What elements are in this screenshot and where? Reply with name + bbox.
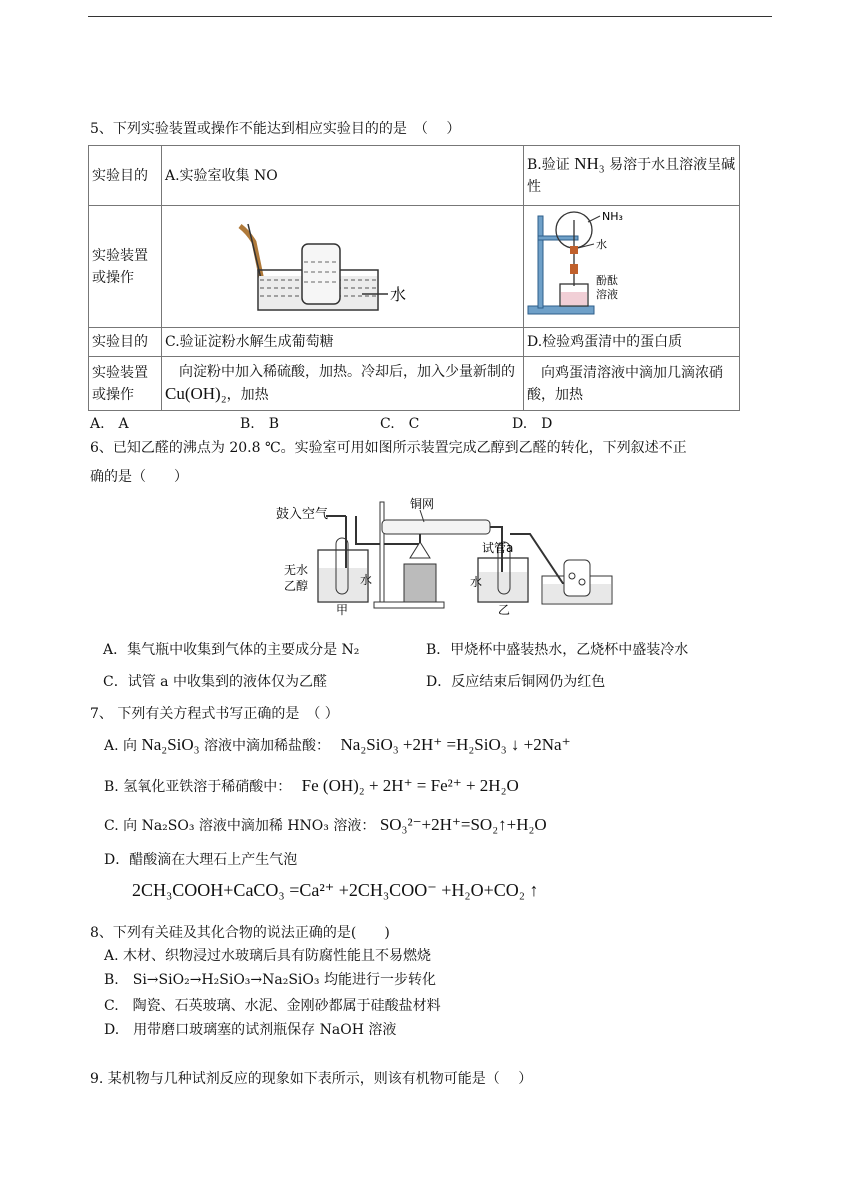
fig-yi-label: 乙 [498, 603, 511, 616]
q8-stem: 8、下列有关硅及其化合物的说法正确的是( ) [90, 925, 390, 941]
fig-tube-label: 试管a [482, 541, 514, 555]
q5-option-c[interactable]: C. C [380, 416, 420, 432]
q8-option-d[interactable]: D. 用带磨口玻璃塞的试剂瓶保存 NaOH 溶液 [104, 1022, 397, 1038]
q5-row-purpose-label: 实验目的 [89, 146, 162, 206]
q5-row-purpose-label-2: 实验目的 [89, 328, 162, 357]
header-rule [88, 16, 772, 17]
q6-option-d[interactable]: D．反应结束后铜网仍为红色 [426, 674, 606, 690]
q5-d-setup: 向鸡蛋清溶液中滴加几滴浓硝酸，加热 [524, 357, 740, 411]
q7-option-d[interactable]: D．醋酸滴在大理石上产生气泡 [104, 852, 298, 868]
q5-b-figure [524, 206, 740, 328]
q8-option-c[interactable]: C. 陶瓷、石英玻璃、水泥、金刚砂都属于硅酸盐材料 [104, 998, 441, 1014]
q5-option-b[interactable]: B. B [240, 416, 280, 432]
fountain-apparatus [524, 206, 734, 320]
fig-copper-label: 铜网 [410, 497, 435, 511]
q7-option-c[interactable]: C. 向 Na₂SO₃ 溶液中滴加稀 HNO₃ 溶液： SO₃²⁻+2H⁺=SO₂↑+H₂O [104, 815, 547, 834]
q5-d-purpose: D.检验鸡蛋清中的蛋白质 [524, 328, 740, 357]
no-collection-apparatus [162, 206, 517, 320]
q5-row-setup-label: 实验装置或操作 [89, 206, 162, 328]
q7-c-equation: SO₃²⁻+2H⁺=SO₂↑+H₂O [379, 815, 547, 834]
nh3-fig-label: NH₃ [602, 210, 623, 223]
fig-ethanol-label-2: 乙醇 [284, 579, 309, 593]
q8-option-b[interactable]: B. Si→SiO₂→H₂SiO₃→Na₂SiO₃ 均能进行一步转化 [104, 972, 436, 988]
q5-c-setup: 向淀粉中加入稀硫酸，加热。冷却后，加入少量新制的 Cu(OH)₂，加热 [162, 357, 524, 411]
b-water-label: 水 [596, 238, 607, 251]
water-label: 水 [390, 285, 407, 304]
q5-option-a[interactable]: A. A [90, 416, 129, 432]
q7-b-equation: Fe (OH)₂ + 2H⁺ = Fe²⁺ + 2H₂O [301, 776, 519, 795]
phenolphthalein-label-1: 酚酞 [596, 274, 618, 287]
fig-air-label: 鼓入空气 [276, 507, 329, 522]
q8-option-a[interactable]: A. 木材、织物浸过水玻璃后具有防腐性能且不易燃烧 [104, 948, 432, 964]
q6-stem-line2: 确的是（ ） [90, 469, 188, 485]
q5-option-d[interactable]: D. D [512, 416, 553, 432]
q5-a-figure [162, 206, 524, 328]
q6-option-b[interactable]: B．甲烧杯中盛装热水，乙烧杯中盛装冷水 [426, 642, 689, 658]
q7-a-equation: Na₂SiO₃ +2H⁺ =H₂SiO₃ ↓ +2Na⁺ [340, 735, 571, 754]
q9-stem: 9. 某机物与几种试剂反应的现象如下表所示，则该有机物可能是（ ） [90, 1071, 533, 1087]
q5-c-purpose: C.验证淀粉水解生成葡萄糖 [162, 328, 524, 357]
q6-stem-line1: 6、已知乙醛的沸点为 20.8 ℃。实验室可用如图所示装置完成乙醇到乙醛的转化，下列叙述不正 [90, 440, 687, 456]
fig-water-label-2: 水 [470, 575, 483, 589]
q7-stem: 7、 下列有关方程式书写正确的是 （ ） [90, 706, 339, 722]
q5-stem: 5、下列实验装置或操作不能达到相应实验目的的是 （ ） [90, 121, 461, 137]
q7-d-equation: 2CH₃COOH+CaCO₃ =Ca²⁺ +2CH₃COO⁻ +H₂O+CO₂ ↑ [132, 880, 539, 900]
q5-row-setup-label-2: 实验装置或操作 [89, 357, 162, 411]
fig-water-label: 水 [360, 573, 373, 587]
q7-option-b[interactable]: B. 氢氧化亚铁溶于稀硝酸中： Fe (OH)₂ + 2H⁺ = Fe²⁺ + 2H₂O [104, 776, 519, 795]
ethanol-oxidation-apparatus [270, 494, 620, 616]
q5-a-purpose: A.实验室收集 NO [162, 146, 524, 206]
q5-b-purpose: B.验证 NH₃ 易溶于水且溶液呈碱性 [524, 146, 740, 206]
q7-option-a[interactable]: A. 向 Na₂SiO₃ 溶液中滴加稀盐酸： Na₂SiO₃ +2H⁺ =H₂SiO₃ ↓ +2Na⁺ [104, 735, 571, 754]
q6-option-c[interactable]: C．试管 a 中收集到的液体仅为乙醛 [103, 674, 327, 690]
fig-jia-label: 甲 [336, 603, 349, 616]
fig-ethanol-label-1: 无水 [284, 563, 309, 577]
phenolphthalein-label-2: 溶液 [596, 288, 618, 301]
q6-option-a[interactable]: A．集气瓶中收集到气体的主要成分是 N₂ [103, 642, 360, 658]
q5-table [88, 145, 740, 411]
